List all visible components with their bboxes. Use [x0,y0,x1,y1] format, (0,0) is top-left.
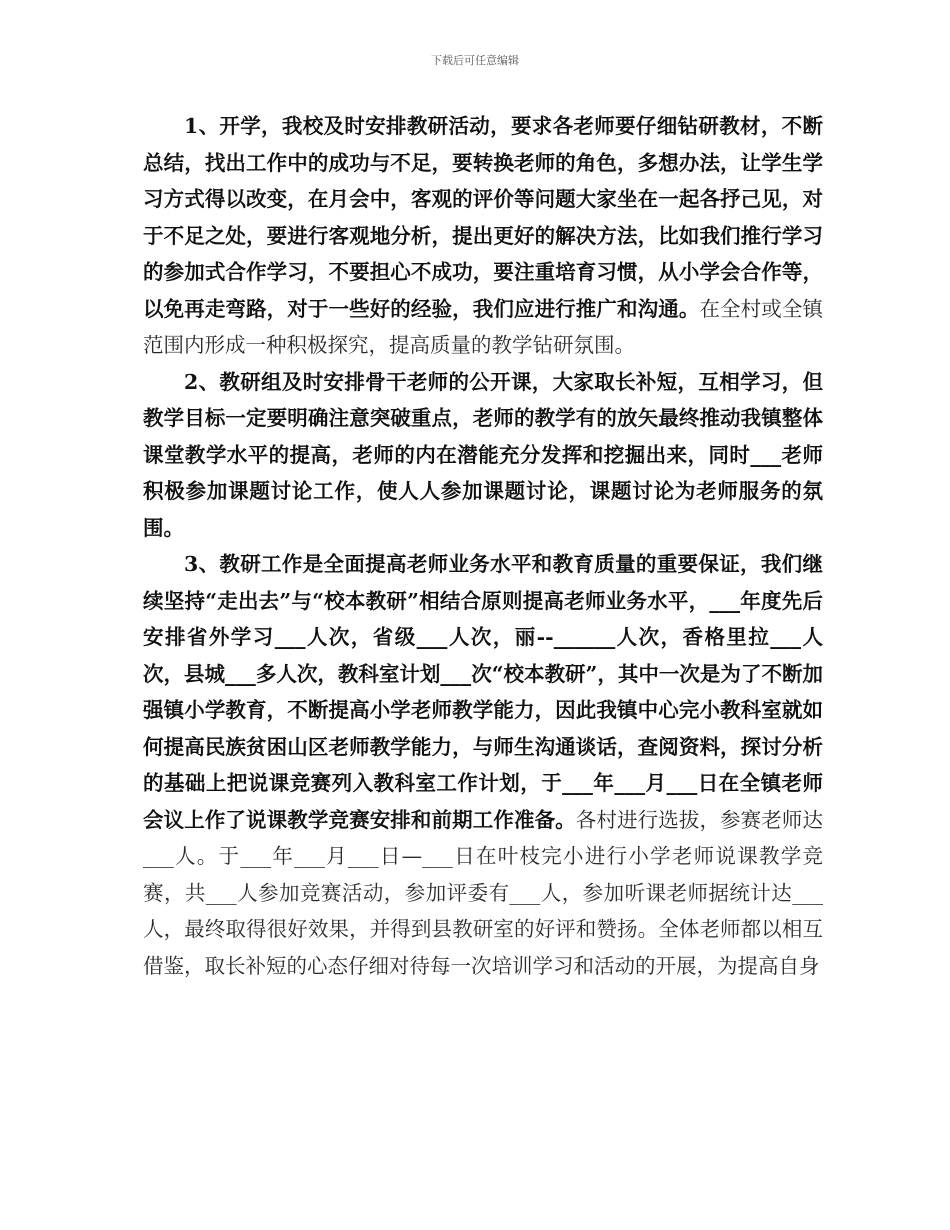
paragraph-1 [143,108,823,364]
paragraph-2-bold-text: 2、教研组及时安排骨干老师的公开课，大家取长补短，互相学习，但教学目标一定要明确注意突破重点，老师的教学有的放矢最终推动我镇整体课堂教学水平的提高，老师的内在潜能充分发挥和挖掘出来，同时___老师积极参加课题讨论工作，使人人参加课题讨论，课题讨论为老师服务的氛围。 [143,369,823,540]
paragraph-3 [143,546,823,984]
document-body [143,108,823,984]
paragraph-3-regular-text: 各村进行选拔，参赛老师达___人。于___年___月___日—___日在叶枝完小进行小学老师说课教学竞赛，共___人参加竞赛活动，参加评委有___人，参加听课老师据统计达___人，最终取得很好效果，并得到县教研室的好评和赞扬。全体老师都以相互借鉴，取长补短的心态仔细对待每一次培训学习和活动的开展，为提高自身 [143,807,823,978]
paragraph-3-bold-text: 3、教研工作是全面提高老师业务水平和教育质量的重要保证，我们继续坚持“走出去”与“校本教研”相结合原则提高老师业务水平，___年度先后安排省外学习___人次，省级___人次，丽--______人次，香格里拉___人次，县城___多人次，教科室计划___次“校本教研”，其中一次是为了不断加强镇小学教育，不断提高小学老师教学能力，因此我镇中心完小教科室就如何提高民族贫困山区老师教学能力，与师生沟通谈话，查阅资料，探讨分析的基础上把说课竞赛列入教科室工作计划，于___年___月___日在全镇老师会议上作了说课教学竞赛安排和前期工作准备。 [143,552,823,832]
paragraph-1-bold-text: 1、开学，我校及时安排教研活动，要求各老师要仔细钻研教材，不断总结，找出工作中的成功与不足，要转换老师的角色，多想办法，让学生学习方式得以改变，在月会中，客观的评价等问题大家坐在一起各抒己见，对于不足之处，要进行客观地分析，提出更好的解决方法，比如我们推行学习的参加式合作学习，不要担心不成功，要注重培育习惯，从小学会合作等，以免再走弯路，对于一些好的经验，我们应进行推广和沟通。 [143,114,823,321]
paragraph-1-regular-text: 在全村或全镇范围内形成一种积极探究，提高质量的教学钻研氛围。 [143,296,823,357]
page-header: 下载后可任意编辑 [431,54,519,67]
paragraph-2 [143,364,823,547]
